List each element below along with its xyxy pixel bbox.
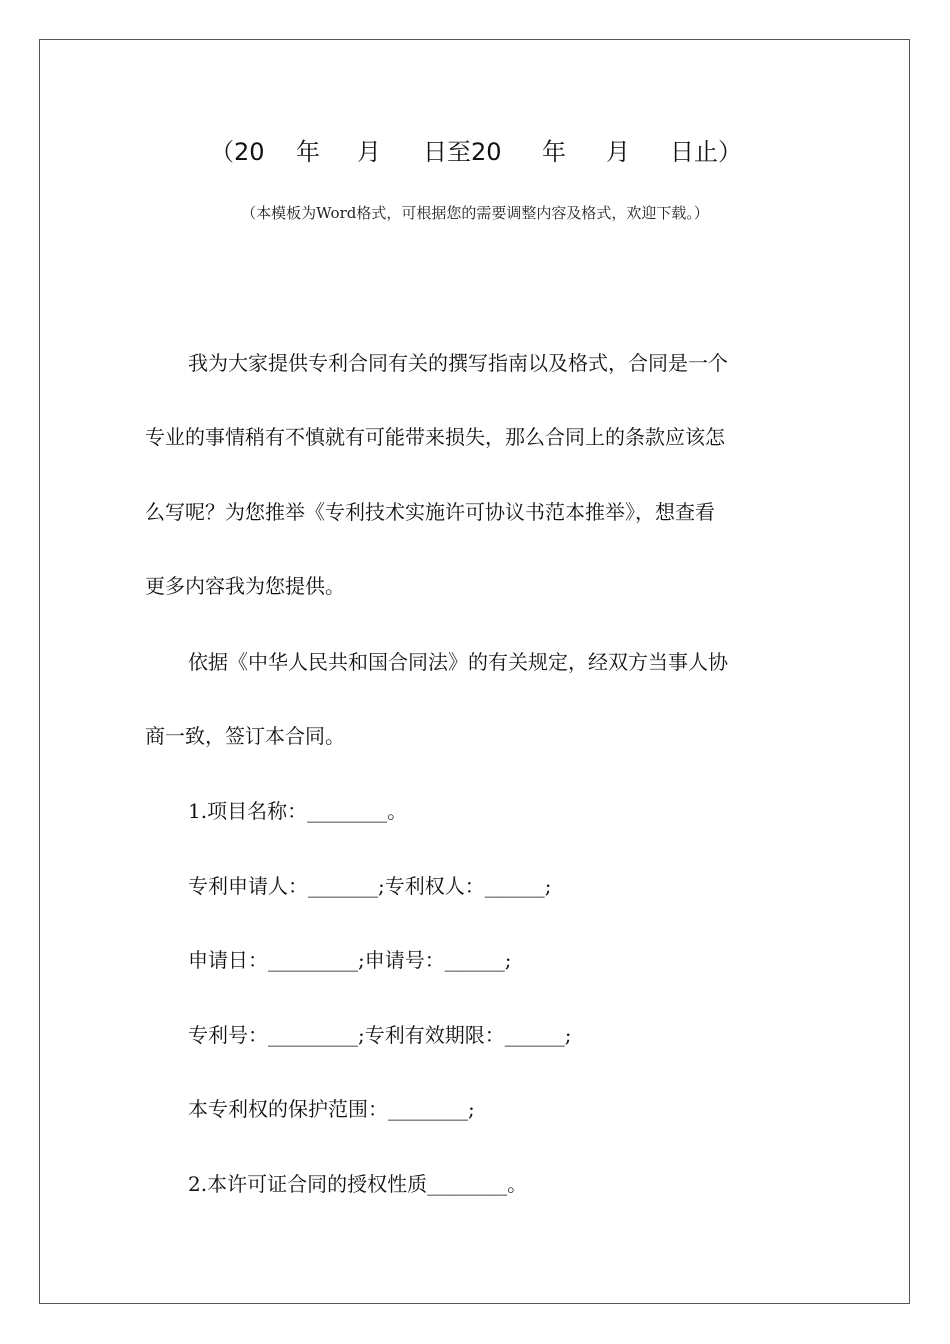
period-start-year: （20 [210, 138, 265, 166]
intro-line: 更多内容我为您提供。 [145, 574, 345, 598]
period-start-day-unit: 日至20 [423, 138, 502, 166]
clause-license-nature: 2.本许可证合同的授权性质________。 [188, 1172, 528, 1196]
contract-period-line [0, 134, 950, 170]
clause-protection-scope: 本专利权的保护范围：________; [188, 1097, 475, 1121]
basis-line: 依据《中华人民共和国合同法》的有关规定，经双方当事人协 [188, 650, 728, 674]
period-start-year-unit: 年 [296, 138, 320, 166]
clause-applicant-holder: 专利申请人：_______;专利权人：______; [188, 874, 552, 898]
period-end-year-unit: 年 [542, 138, 566, 166]
intro-line: 专业的事情稍有不慎就有可能带来损失，那么合同上的条款应该怎 [145, 425, 725, 449]
clause-application-date-number: 申请日：_________;申请号：______; [188, 948, 512, 972]
clause-patent-number-term: 专利号：_________;专利有效期限：______; [188, 1023, 572, 1047]
template-note: （本模板为Word格式，可根据您的需要调整内容及格式，欢迎下载。） [241, 204, 709, 222]
clause-project-name: 1.项目名称：________。 [188, 799, 408, 823]
period-end-day-unit: 日止） [670, 138, 742, 166]
intro-line: 么写呢？为您推举《专利技术实施许可协议书范本推举》，想查看 [145, 500, 715, 524]
period-end-month-unit: 月 [606, 138, 630, 166]
period-start-month-unit: 月 [357, 138, 381, 166]
basis-line: 商一致，签订本合同。 [145, 724, 345, 748]
intro-line: 我为大家提供专利合同有关的撰写指南以及格式，合同是一个 [188, 351, 728, 375]
